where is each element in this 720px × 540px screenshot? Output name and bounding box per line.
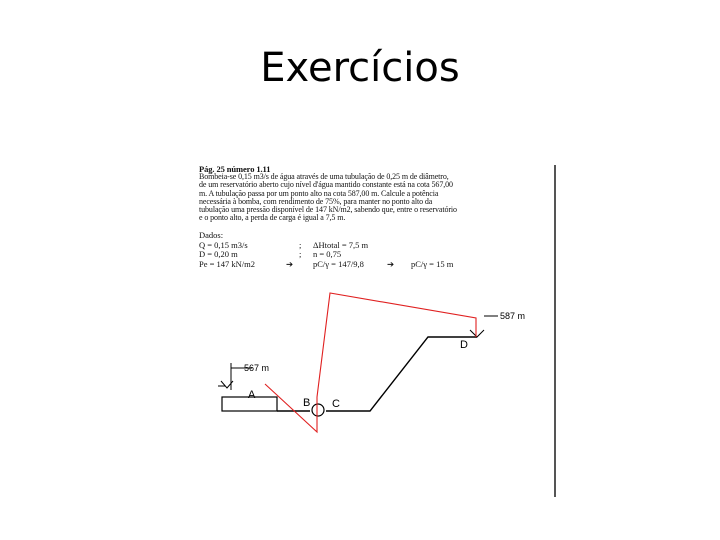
pressure: Pe = 147 kN/m2 (199, 258, 256, 269)
problem-line: e o ponto alto, a perda de carga é igual a 7,5 m. (199, 214, 346, 223)
problem-line: Bombeia-se 0,15 m3/s de água através de uma tubulação de 0,25 m de diâmetro, (199, 173, 449, 182)
problem-line: de um reservatório aberto cujo nível d'água mantido constante está na cota 567,00 (199, 181, 453, 190)
flow-rate: Q = 0,15 m3/s (199, 239, 248, 250)
problem-heading: Pág. 25 número 1.11 (199, 164, 271, 174)
elevation-high-label: 587 m (500, 311, 526, 321)
point-c-label: C (332, 398, 340, 410)
pressure-head-result: pC/γ = 15 m (411, 258, 454, 269)
efficiency: n = 0,75 (313, 249, 342, 259)
slide-title: Exercícios (260, 45, 460, 91)
point-d-label: D (460, 339, 468, 351)
point-b-label: B (303, 397, 311, 409)
separator: ; (299, 249, 302, 259)
elevation-low-label: 567 m (244, 363, 270, 373)
arrow-icon: ➔ (286, 258, 294, 269)
problem-line: necessária à bomba, com rendimento de 75%, para manter no ponto alto da (199, 197, 433, 206)
problem-line: m. A tubulação passa por um ponto alto na cota 587,00 m. Calcule a potência (199, 189, 439, 198)
given-label: Dados: (199, 230, 224, 240)
problem-line: tubulação uma pressão disponível de 147 kN/m2, sabendo que, entre o reservatório (199, 206, 457, 215)
diameter: D = 0,20 m (199, 249, 238, 259)
pump-icon (312, 404, 324, 416)
pressure-head-calc: pC/γ = 147/9,8 (313, 258, 364, 269)
head-loss: ΔHtotal = 7,5 m (313, 239, 369, 250)
point-a-label: A (248, 389, 256, 401)
discharge-pipe (326, 337, 477, 411)
high-point-marker (470, 330, 484, 337)
arrow-icon: ➔ (387, 258, 395, 269)
separator: ; (299, 239, 302, 250)
